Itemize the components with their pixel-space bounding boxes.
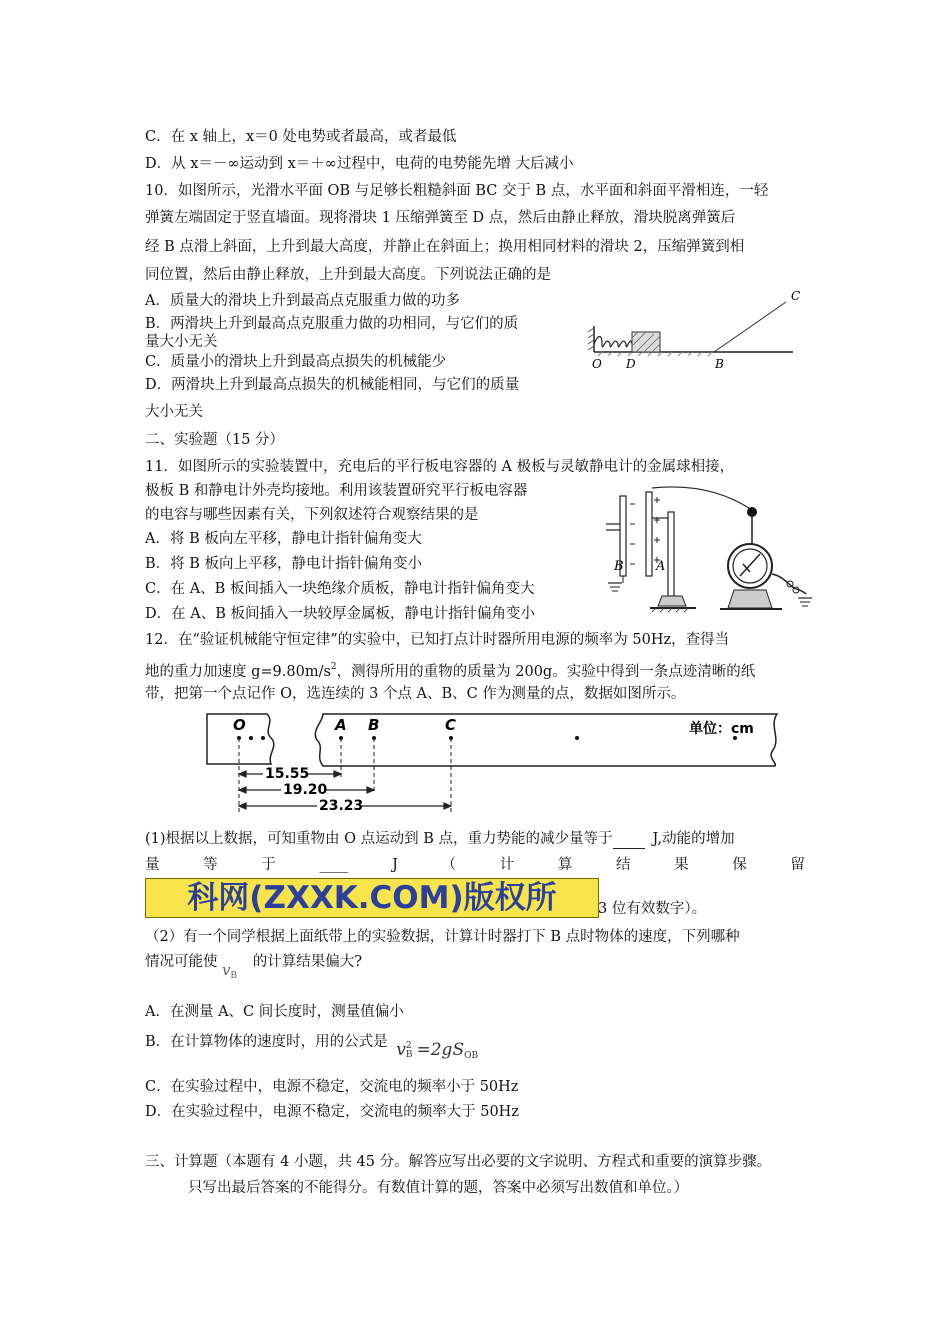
q12-stem-line3: 带，把第一个点记作 O，选连续的 3 个点 A、B、C 作为测量的点，数据如图所示。 (145, 686, 686, 702)
q10-option-b-line2: 量大小无关 (145, 334, 218, 350)
q11-option-c: C．在 A、B 板间插入一块绝缘介质板，静电计指针偏角变大 (145, 581, 535, 597)
q11-option-b: B．将 B 板向上平移，静电计指针偏角变小 (145, 556, 423, 572)
vb-v: v (222, 963, 231, 979)
label-o: O (592, 357, 602, 371)
q12-part1-line1 (145, 829, 735, 849)
q12-exponent: 2 (330, 662, 337, 672)
capacitor-electrometer-figure (600, 478, 815, 618)
q10-stem-line2: 弹簧左端固定于竖直墙面。现将滑块 1 压缩弹簧至 D 点，然后由静止释放，滑块脱离弹簧后 (145, 210, 736, 226)
spread-char: 量 (145, 857, 160, 873)
q9-option-c: C．在 x 轴上，x＝0 处电势或者最高，或者最低 (145, 129, 457, 145)
section-3-line1: 三、计算题（本题有 4 小题，共 45 分。解答应写出必要的文字说明、方程式和重要的演算步骤。 (145, 1154, 772, 1170)
distance-oc: 23.23 (319, 798, 364, 814)
q12-part2-line2-b: 的计算结果偏大? (252, 954, 362, 970)
q9-option-d: D．从 x＝－∞运动到 x＝＋∞过程中，电荷的电势能先增 大后减小 (145, 156, 574, 172)
spread-char: 果 (674, 857, 689, 873)
watermark-banner: 科网(ZXXK.COM)版权所 (145, 878, 599, 918)
label-plate-b: B (614, 559, 624, 574)
formula-sub-b: B (405, 1049, 413, 1060)
q10-option-d-line2: 大小无关 (145, 404, 203, 420)
tape-label-c: C (445, 716, 457, 734)
q10-option-d-line1: D．两滑块上升到最高点损失的机械能相同，与它们的质量 (145, 377, 520, 393)
q12-option-a: A．在测量 A、C 间长度时，测量值偏小 (145, 1004, 404, 1020)
formula-sub-ob: OB (464, 1051, 479, 1061)
tape-label-o: O (233, 716, 246, 734)
q10-stem-line4: 同位置，然后由静止释放，上升到最大高度。下列说法正确的是 (145, 267, 551, 283)
q10-option-c: C．质量小的滑块上升到最高点损失的机械能少 (145, 354, 447, 370)
q12-part2-line2 (145, 952, 362, 981)
spread-char: 于 (261, 857, 276, 873)
distance-oa: 15.55 (265, 766, 310, 782)
section-2-heading: 二、实验题（15 分） (145, 432, 285, 448)
answer-blank-kinetic[interactable]: ____ (319, 857, 349, 873)
spread-char: 算 (557, 857, 573, 873)
q12-part1-tail: 3 位有效数字）。 (598, 901, 707, 917)
q10-option-a: A．质量大的滑块上升到最高点克服重力做的功多 (145, 293, 460, 309)
q12-stem-line1: 12．在“验证机械能守恒定律”的实验中，已知打点计时器所用电源的频率为 50Hz，查得当 (145, 632, 730, 648)
spread-char: 结 (615, 857, 631, 873)
tape-label-a: A (335, 716, 347, 734)
q11-option-a: A．将 B 板向左平移，静电计指针偏角变大 (145, 531, 422, 547)
q12-part2-line2-a: 情况可能使 (145, 954, 218, 970)
q10-stem-line3: 经 B 点滑上斜面，上升到最大高度，并静止在斜面上；换用相同材料的滑块 2，压缩弹簧到相 (145, 239, 745, 255)
q11-option-d: D．在 A、B 板间插入一块较厚金属板，静电计指针偏角变小 (145, 606, 535, 622)
answer-blank-potential[interactable] (613, 834, 645, 849)
tape-label-b: B (368, 716, 380, 734)
vb-sub: B (230, 971, 237, 981)
paper-tape-figure (205, 708, 785, 816)
spread-char: 等 (203, 857, 218, 873)
q12-stem-line2-a: 地的重力加速度 g=9.80m/s (145, 664, 331, 680)
spring-icon (594, 337, 632, 347)
q12-option-b (145, 1031, 479, 1061)
formula-sup: 2 (405, 1040, 412, 1051)
q12-part1-line2 (145, 855, 805, 875)
formula-vb2-2gsob (396, 1040, 478, 1066)
label-plate-a: A (656, 559, 666, 574)
q11-stem-line2: 极板 B 和静电计外壳均接地。利用该装置研究平行板电容器 (145, 483, 528, 499)
q12-stem-line2 (145, 657, 755, 682)
spread-char: 保 (732, 857, 747, 873)
q10-stem-line1: 10．如图所示，光滑水平面 OB 与足够长粗糙斜面 BC 交于 B 点，水平面和斜面平滑相连，一轻 (145, 183, 769, 199)
q10-option-b-line1: B．两滑块上升到最高点克服重力做的功相同，与它们的质 (145, 316, 519, 332)
formula-v: v (396, 1040, 406, 1060)
spread-char: J (392, 857, 398, 873)
label-b: B (715, 357, 724, 371)
q12-option-c: C．在实验过程中，电源不稳定，交流电的频率小于 50Hz (145, 1079, 519, 1095)
label-c: C (791, 289, 801, 303)
spread-char: （ (441, 857, 457, 873)
q12-part1-line1-b: J,动能的增加 (652, 831, 735, 847)
q11-stem-line3: 的电容与哪些因素有关，下列叙述符合观察结果的是 (145, 507, 479, 523)
section-3-line2: 只写出最后答案的不能得分。有数值计算的题，答案中必须写出数值和单位。） (188, 1180, 689, 1196)
q12-part2-line1: （2）有一个同学根据上面纸带上的实验数据，计算计时器打下 B 点时物体的速度，下列哪种 (145, 929, 740, 945)
q11-stem-line1: 11．如图所示的实验装置中，充电后的平行板电容器的 A 极板与灵敏静电计的金属球相接， (145, 459, 735, 475)
q12-part1-line1-a: (1)根据以上数据，可知重物由 O 点运动到 B 点，重力势能的减少量等于 (145, 831, 613, 847)
q12-stem-line2-b: ，测得所用的重物的质量为 200g。实验中得到一条点迹清晰的纸 (336, 664, 756, 680)
spread-char: 计 (499, 857, 515, 873)
distance-ob: 19.20 (283, 782, 328, 798)
incline-spring-figure (588, 288, 801, 374)
formula-rhs: =2gS (416, 1040, 465, 1060)
tape-unit: 单位：cm (689, 721, 754, 737)
vb-symbol (222, 961, 248, 986)
spread-char: 留 (790, 857, 805, 873)
q12-option-d: D．在实验过程中，电源不稳定，交流电的频率大于 50Hz (145, 1104, 519, 1120)
q12-option-b-text: B．在计算物体的速度时，用的公式是 (145, 1034, 388, 1050)
label-d: D (626, 357, 636, 371)
